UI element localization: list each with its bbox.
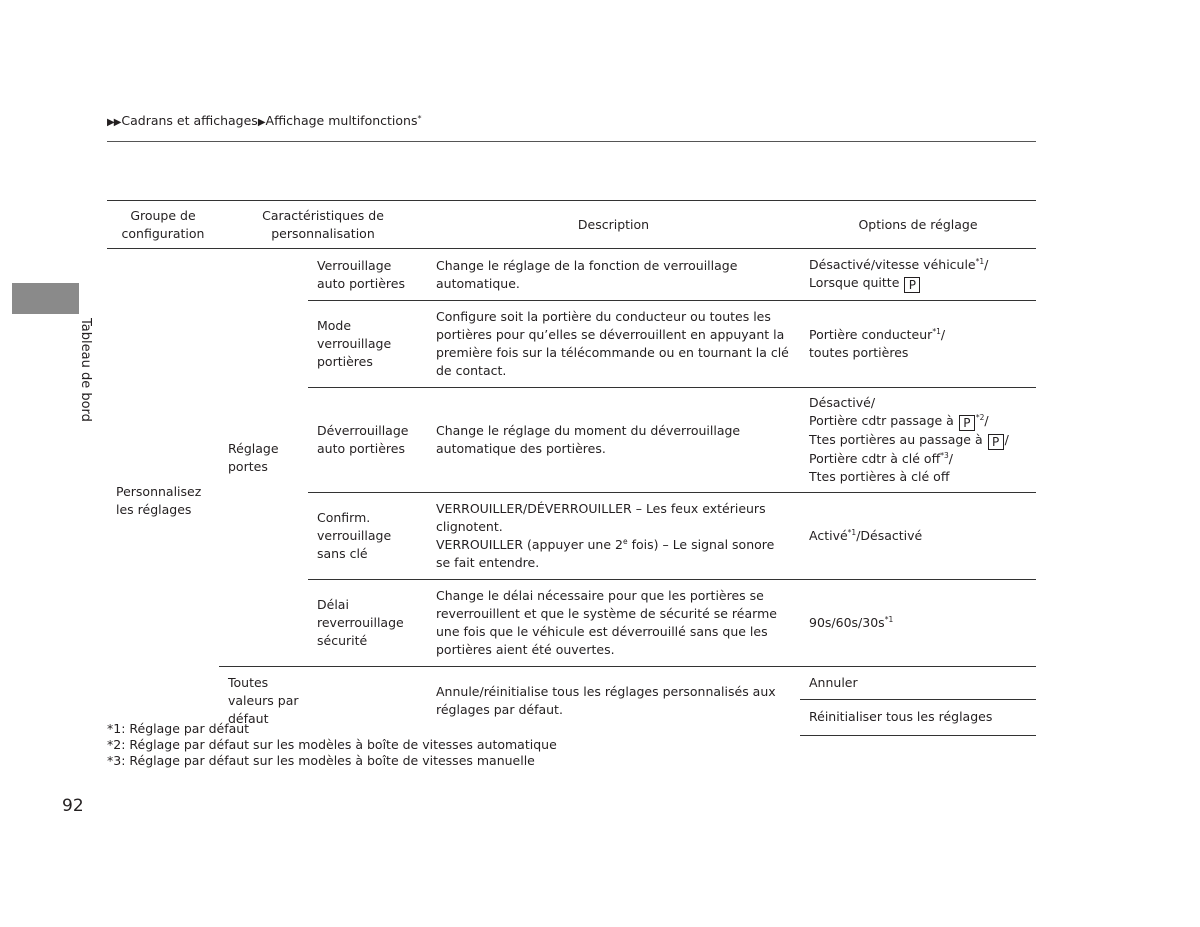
description-relock-timer: Change le délai nécessaire pour que les portières se reverrouillent et que le système de sécurité se réarme une fois que le véhicule est déverrouillé sans que les portières aient été ouvertes. bbox=[427, 580, 800, 667]
option-text: Activé bbox=[809, 528, 848, 543]
chapter-tab bbox=[12, 283, 79, 314]
option-text: /Désactivé bbox=[856, 528, 923, 543]
option-text: Lorsque quitte bbox=[809, 275, 900, 290]
breadcrumb-asterisk: * bbox=[417, 114, 422, 123]
footnote-1: *1: Réglage par défaut bbox=[107, 721, 250, 736]
header-rule bbox=[107, 141, 1036, 142]
description-auto-lock: Change le réglage de la fonction de verrouillage automatique. bbox=[427, 249, 800, 301]
option-text: Ttes portières à clé off bbox=[809, 469, 950, 484]
description-keyless-confirm bbox=[427, 493, 800, 580]
footnote-2: *2: Réglage par défaut sur les modèles à boîte de vitesses automatique bbox=[107, 737, 557, 752]
feature-unlock-mode: Mode verrouillage portières bbox=[308, 301, 427, 388]
group-name-cell: Personnalisez les réglages bbox=[116, 483, 202, 517]
option-text: / bbox=[984, 257, 989, 272]
options-keyless-confirm bbox=[800, 493, 1036, 580]
footnote-ref: *3 bbox=[940, 451, 949, 460]
table-row bbox=[107, 667, 1036, 700]
option-text: / bbox=[940, 327, 946, 342]
option-text: Désactivé/vitesse véhicule bbox=[809, 257, 976, 272]
option-text: Désactivé/ bbox=[809, 395, 876, 410]
header-features: Caractéristiques de personnalisation bbox=[219, 201, 427, 249]
description-line: fois) – Le signal sonore se fait entendre. bbox=[436, 537, 775, 570]
description-auto-unlock: Change le réglage du moment du déverrouillage automatique des portières. bbox=[427, 388, 800, 493]
description-line: VERROUILLER (appuyer une 2 bbox=[436, 537, 623, 552]
header-description: Description bbox=[427, 201, 800, 249]
options-auto-unlock bbox=[800, 388, 1036, 493]
ordinal-suffix: e bbox=[622, 537, 628, 546]
description-reset-all: Annule/réinitialise tous les réglages personnalisés aux réglages par défaut. bbox=[436, 684, 776, 717]
option-text: Ttes portières au passage à bbox=[809, 432, 983, 447]
breadcrumb-arrows-icon: ▶▶ bbox=[107, 117, 121, 128]
page-number: 92 bbox=[62, 796, 84, 816]
feature-auto-unlock: Déverrouillage auto portières bbox=[308, 388, 427, 493]
table-header-row bbox=[107, 201, 1036, 249]
feature-keyless-confirm: Confirm. verrouillage sans clé bbox=[308, 493, 427, 580]
footnote-ref: *1 bbox=[884, 615, 894, 624]
footnote-ref: *1 bbox=[975, 257, 985, 266]
breadcrumb-item-dials[interactable]: Cadrans et affichages bbox=[121, 113, 258, 128]
table-row bbox=[107, 249, 1036, 301]
option-reset-all: Réinitialiser tous les réglages bbox=[800, 699, 1036, 735]
breadcrumb-item-multi-display[interactable]: Affichage multifonctions bbox=[265, 113, 418, 128]
footnotes bbox=[107, 721, 557, 769]
footnote-ref: *2 bbox=[975, 413, 985, 422]
settings-table bbox=[107, 200, 1036, 736]
description-line: VERROUILLER/DÉVERROUILLER – Les feux extérieurs clignotent. bbox=[436, 501, 766, 534]
footnote-ref: *1 bbox=[932, 327, 941, 336]
options-auto-lock bbox=[800, 249, 1036, 301]
park-p-icon: P bbox=[988, 434, 1004, 450]
footnote-ref: *1 bbox=[847, 528, 857, 537]
breadcrumb-separator-icon: ▶ bbox=[257, 117, 265, 128]
option-cancel: Annuler bbox=[800, 667, 1036, 700]
breadcrumb bbox=[107, 112, 421, 132]
options-relock-timer bbox=[800, 580, 1036, 667]
feature-auto-lock: Verrouillage auto portières bbox=[308, 249, 427, 301]
description-unlock-mode: Configure soit la portière du conducteur ou toutes les portières pour qu’elles se déverrouillent en appuyant la première fois sur la télécommande ou en tournant la clé de contact. bbox=[427, 301, 800, 388]
option-text: / bbox=[948, 451, 953, 466]
option-text: / bbox=[984, 413, 989, 428]
door-settings-cell: Réglage portes bbox=[219, 249, 308, 667]
park-p-icon: P bbox=[959, 415, 975, 431]
option-text: / bbox=[1004, 432, 1009, 447]
feature-reset-all: Toutes valeurs par défaut bbox=[228, 675, 299, 726]
header-group: Groupe de configuration bbox=[107, 201, 219, 249]
option-text: Portière cdtr à clé off bbox=[809, 451, 941, 466]
footnote-3: *3: Réglage par défaut sur les modèles à boîte de vitesses manuelle bbox=[107, 753, 535, 768]
option-text: toutes portières bbox=[809, 345, 909, 360]
header-options: Options de réglage bbox=[800, 201, 1036, 249]
feature-relock-timer: Délai reverrouillage sécurité bbox=[308, 580, 427, 667]
chapter-label: Tableau de bord bbox=[78, 318, 93, 422]
options-unlock-mode bbox=[800, 301, 1036, 388]
option-text: 90s/60s/30s bbox=[809, 615, 885, 630]
park-p-icon: P bbox=[904, 277, 920, 293]
option-text: Portière cdtr passage à bbox=[809, 413, 954, 428]
option-text: Portière conducteur bbox=[809, 327, 933, 342]
